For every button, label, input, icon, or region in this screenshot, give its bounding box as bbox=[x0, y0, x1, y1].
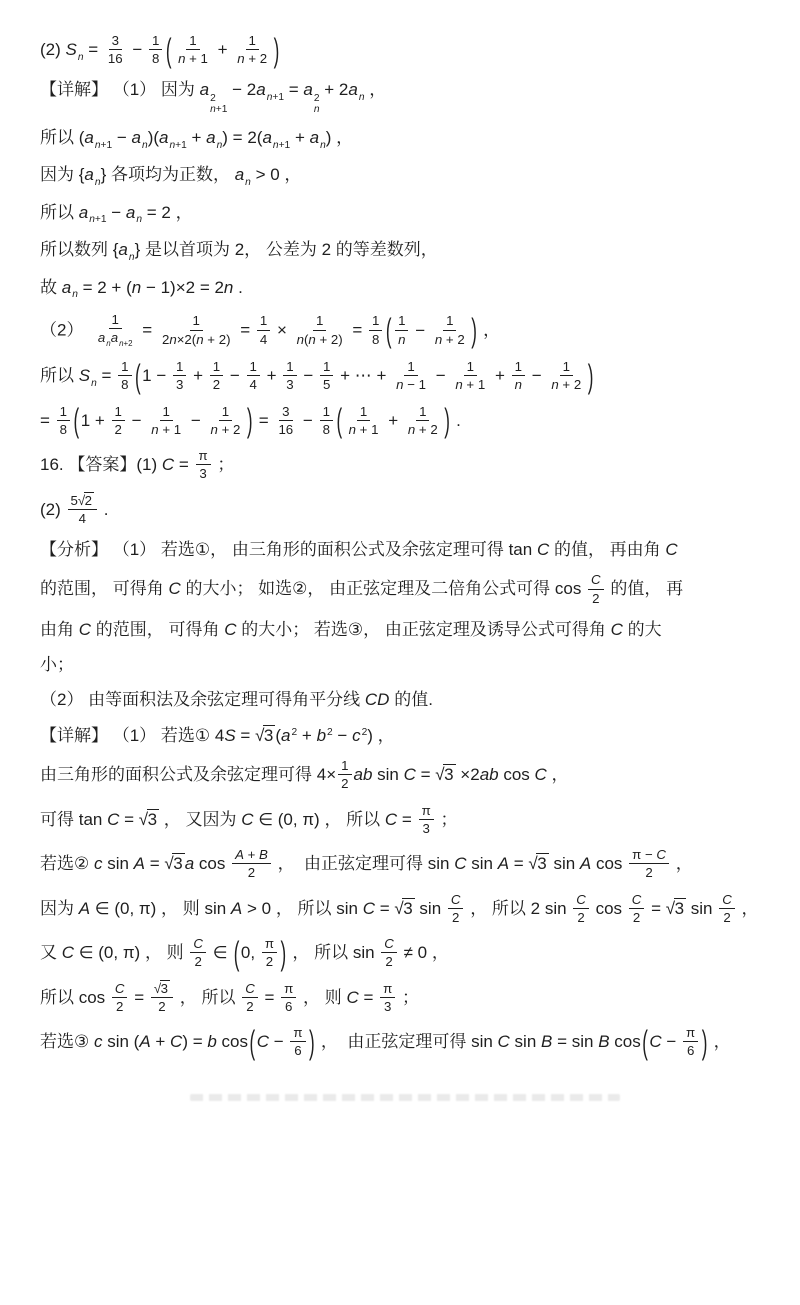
line-positive-terms: 因为 $\{a_n\}$ 各项均为正数， $a_n > 0$ ， bbox=[40, 165, 302, 188]
line-factored: 所以 $(a_{n+1} - a_n)(a_{n+1} + a_n) = 2(a_{n+1} + a_n)$ ， bbox=[40, 128, 354, 151]
line-c-range: 又 C ∈ (0, π) ， 则 $\frac{C}{2}$ ∈ (0, $\frac{\pi}{2}$ ) ， 所以 sin $\frac{C}{2}$ ≠ 0 ， bbox=[40, 934, 449, 972]
line-detail1-given: 【详解】 （1） 因为 a 2 n+1 − $2a_{n+1} = a$ 2 n + $2a_n$ ， bbox=[40, 80, 387, 116]
line-sin-a-positive: 因为 A ∈ (0, π) ， 则 sin A > 0 ， 所以 sin C = √3 sin $\frac{C}{2}$ ， 所以 2 sin $\frac{C}{2}$ cos $\frac{C}{2}$ = √3 sin $\frac{C}{2}$ ， bbox=[40, 891, 759, 925]
line-arithmetic-sequence: 所以数列 $\{a_n\}$ 是以首项为 2， 公差为 2 的等差数列， bbox=[40, 240, 438, 263]
line-q16-answer-1: 16. 【答案】(1) C = $\frac{\pi}{3}$ ； bbox=[40, 448, 235, 482]
line-analysis-4: 小； bbox=[40, 655, 74, 675]
line-general-term: 故 $a_n = 2 + (n - 1)\times 2 = 2n$ . bbox=[40, 277, 243, 301]
line-common-difference: 所以 $a_{n+1} - a_n = 2$ ， bbox=[40, 202, 193, 226]
line-analysis-1: 【分析】 （1） 若选①， 由三角形的面积公式及余弦定理可得 tan C 的值， 再由角 C bbox=[40, 539, 678, 559]
line-sn-simplified: = $\frac{1}{8}$ (1 + $\frac{1}{2}$ − $\frac{1}{n + 1}$ − $\frac{1}{n + 2}$ ) = $\frac{3}{16}$ − $\frac{1}{8}$ ( $\frac{1}{n + 1}$ + $\frac{1}{n + 2}$ ) . bbox=[40, 402, 461, 440]
line-area-cosine-rule: 由三角形的面积公式及余弦定理可得 4× $\frac{1}{2}$ ab sin C = √3 ×2ab cos C ， bbox=[40, 758, 569, 792]
line-choice2: 若选② c sin A = √3 a cos $\frac{A + B}{2}$ ， 由正弦定理可得 sin C sin A = √3 sin A cos $\frac{\pi - C}{2}$ ， bbox=[40, 847, 693, 881]
footer-watermark bbox=[190, 1094, 620, 1101]
line-analysis-3: 由角 C 的范围， 可得角 C 的大小； 若选③， 由正弦定理及诱导公式可得角 C 的大 bbox=[40, 619, 662, 639]
solution-body bbox=[40, 33, 770, 1060]
line-choice3: 若选③ c sin (A + C) = b cos(C − $\frac{\pi}{6}$ ) ， 由正弦定理可得 sin C sin B = sin B cos(C − $\frac{\pi}{6}$ ) ， bbox=[40, 1023, 731, 1061]
line-part2-decomposition: （2） $\frac{1}{a_na_{n+2}}$ = $\frac{1}{2n\times 2(n + 2)}$ = $\frac{1}{4}$ × $\frac{1}{n(n + 2)}$ = $\frac{1}{8}$ ( $\frac{1}{n}$ − $\frac{1}{n + 2}$ ) ， bbox=[40, 311, 501, 350]
line-telescoping-sum: 所以 $S_n$ = $\frac{1}{8}$ (1 − $\frac{1}{3}$ + $\frac{1}{2}$ − $\frac{1}{4}$ + $\frac{1}{3}$ − $\frac{1}{5}$ + ⋯ + $\frac{1}{n - 1}$ − $\frac{1}{n + 1}$ + $\frac{1}{n}$ − $\frac{1}{n + 2}$ ) bbox=[40, 358, 594, 396]
line-detail-choice1: 【详解】 （1） 若选① 4S = √3 $(a^2 + b^2 - c^2)$ ， bbox=[40, 725, 395, 745]
line-cos-half-c: 所以 cos $\frac{C}{2}$ = $\frac{√3}{2}$ ， 所以 $\frac{C}{2}$ = $\frac{\pi}{6}$ ， 则 C = $\frac{\pi}{3}$ ； bbox=[40, 980, 420, 1014]
line-analysis-2: 的范围， 可得角 C 的大小； 如选②， 由正弦定理及二倍角公式可得 cos $\frac{C}{2}$ 的值， 再 bbox=[40, 572, 684, 606]
line-analysis-part2: （2） 由等面积法及余弦定理可得角平分线 CD 的值. bbox=[40, 690, 433, 710]
line-q16-answer-2: (2) $\frac{5√2}{4}$ . bbox=[40, 492, 109, 526]
line-tan-c: 可得 tan C = √3 ， 又因为 C ∈ (0, π) ， 所以 C = $\frac{\pi}{3}$ ； bbox=[40, 802, 458, 836]
line-part2-sn-result: (2) $S_n$ = $\frac{3}{16}$ − $\frac{1}{8}$ ( $\frac{1}{n + 1}$ + $\frac{1}{n + 2}$ ) bbox=[40, 31, 280, 69]
